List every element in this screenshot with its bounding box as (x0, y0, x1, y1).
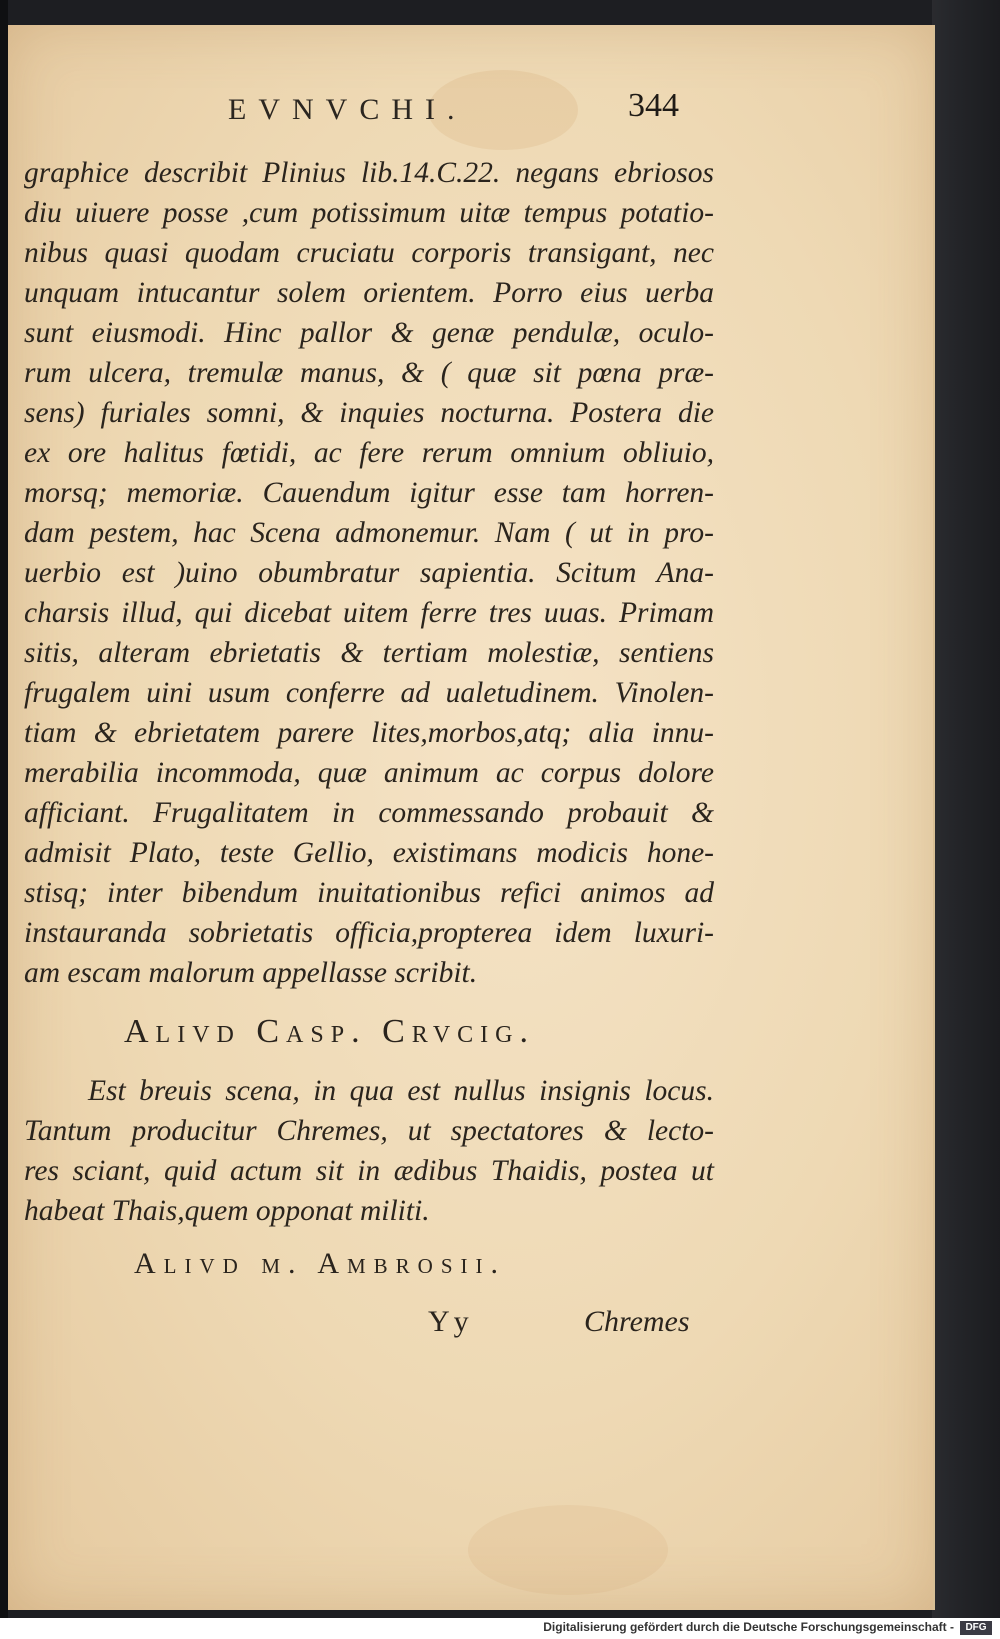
text-line: diu uiuere posse ,cum potissimum uitæ tempus potatio- (24, 197, 714, 229)
text-line: admisit Plato, teste Gellio, existimans modicis hone- (24, 837, 714, 869)
text-line: sunt eiusmodi. Hinc pallor & genæ pendulæ, oculo- (24, 317, 714, 349)
page-number: 344 (628, 87, 679, 124)
signature-mark: Yy (428, 1305, 473, 1338)
running-head (8, 85, 933, 135)
running-head-title: EVNVCHI. (228, 93, 467, 126)
paper-stain (468, 1505, 668, 1595)
text-line: sitis, alteram ebrietatis & tertiam molestiæ, sentiens (24, 637, 714, 669)
crucig-paragraph (24, 1071, 714, 1231)
text-line: res sciant, quid actum sit in ædibus Thaidis, postea ut (24, 1155, 714, 1187)
text-line: charsis illud, qui dicebat uitem ferre tres uuas. Primam (24, 597, 714, 629)
credit-bar (0, 1618, 1000, 1639)
text-line: dam pestem, hac Scena admonemur. Nam ( ut in pro- (24, 517, 714, 549)
text-line: afficiant. Frugalitatem in commessando probauit & (24, 797, 714, 829)
body-paragraph (24, 153, 714, 993)
text-line: rum ulcera, tremulæ manus, & ( quæ sit pœna præ- (24, 357, 714, 389)
text-line: graphice describit Plinius lib.14.C.22. negans ebriosos (24, 157, 714, 189)
text-line: merabilia incommoda, quæ animum ac corpus dolore (24, 757, 714, 789)
funding-credit: Digitalisierung gefördert durch die Deutsche Forschungsgemeinschaft - (543, 1620, 954, 1634)
text-line: nibus quasi quodam cruciatu corporis transigant, nec (24, 237, 714, 269)
dfg-logo-icon[interactable]: DFG (960, 1621, 992, 1635)
section-heading-ambrosii: Alivd m. Ambrosii. (134, 1247, 507, 1280)
book-spine-edge (0, 0, 8, 1639)
text-line-last: habeat Thais,quem opponat militi. (24, 1195, 430, 1227)
section-heading-crucig: Alivd Casp. Crvcig. (124, 1013, 536, 1050)
text-line: tiam & ebrietatem parere lites,morbos,atq; alia innu- (24, 717, 714, 749)
text-line: sens) furiales somni, & inquies nocturna. Postera die (24, 397, 714, 429)
text-line: unquam intucantur solem orientem. Porro eius uerba (24, 277, 714, 309)
scan-background-right (932, 0, 1000, 1618)
text-line: Est breuis scena, in qua est nullus insignis locus. (88, 1075, 714, 1107)
catchword: Chremes (584, 1305, 690, 1338)
text-line: stisq; inter bibendum inuitationibus refici animos ad (24, 877, 714, 909)
text-line: instauranda sobrietatis officia,propterea idem luxuri- (24, 917, 714, 949)
text-line-last: am escam malorum appellasse scribit. (24, 957, 478, 989)
text-line: frugalem uini usum conferre ad ualetudinem. Vinolen- (24, 677, 714, 709)
text-line: Tantum producitur Chremes, ut spectatores & lecto- (24, 1115, 714, 1147)
text-line: uerbio est )uino obumbratur sapientia. Scitum Ana- (24, 557, 714, 589)
text-line: ex ore halitus fœtidi, ac fere rerum omnium obliuio, (24, 437, 714, 469)
text-line: morsq; memoriæ. Cauendum igitur esse tam horren- (24, 477, 714, 509)
book-page (8, 25, 935, 1610)
